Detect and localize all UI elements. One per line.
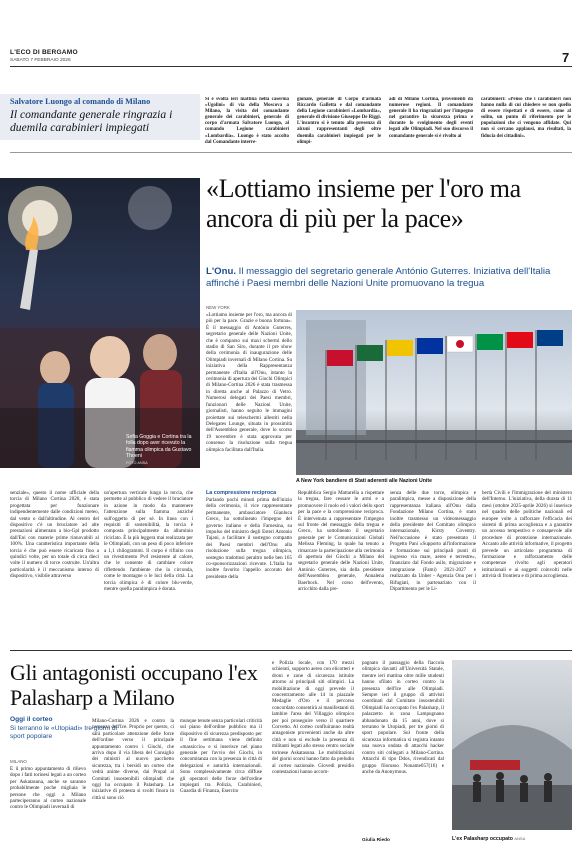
main-subhead	[206, 266, 572, 290]
masthead-paper-name: L'ECO DI BERGAMO	[10, 49, 78, 56]
top-story-col-2: gionale, generale di Corpo d'armata Riccardo Galletta e dal comandante della Legione carabinieri «Lombardia», generale di divisione Giuseppe De Riggi. L'incontro si è tenuto alla presenza di alcuni rappresentanti degli oltre duemila carabinieri impiegati per le olimpi-	[297, 97, 381, 145]
main-lead-col: «Lottiamo insieme per l'oro, ma ancora di più per la pace. Grazie e buona fortuna». È il messaggio di António Guterres, segretario generale delle Nazioni Unite, che è comparso sui maxi schermi dello stadio di San Siro, durante il pre show della cerimonia di inaugurazione delle Olimpiadi invernali di Milano Cortina. Su iniziativa della Rappresentanza permanente d'Italia all'Onu, intanto la cerimonia di apertura dei Giochi Olimpici di Milano-Cortina 2026 è stata trasmessa in diretta anche al Palazzo di Vetro. Numerosi delegati dei Paesi membri, funzionari delle Nazioni Unite, giornalisti, hanno seguito le immagini proiettate sui teleschermi allestiti nella Delegates Lounge, situata in prossimità dell'Assemblea generale, dove lo scorso 19 novembre è stata approvata per consenso la risoluzione sulla tregua olimpica facilitata dall'Italia.	[206, 312, 292, 453]
torch-photo-illustration	[0, 178, 200, 468]
palasharp-photo-caption	[452, 836, 572, 842]
top-story-rule	[10, 152, 572, 153]
bottom-deck: Si terranno le «Utopiadi» tre giorni di sport popolare	[10, 725, 118, 740]
main-body-col-5: senza delle due torce, olimpica e paralimpica, messe a disposizione della rappresentanza italiana all'Onu dalla Fondazione Milano Cortina, è stato inoltre trasmesso un videomessaggio della presidente del Comitato olimpico internazionale, Kirsty Coventry. Nell'occasione è stato presentato il Progetto Pani «Supporto all'informazione e formazione sui principali punti di ingresso via mare, aereo e terrestre», finanziato dal Fondo asilo, migrazione e integrazione (Fami) 2021-2027 e realizzato da Unher - Agenzia Onu per i Rifugiati, in partenariato con il Dipartimento per le Li-	[390, 490, 476, 593]
main-dateline: NEW YORK	[206, 305, 230, 310]
bottom-byline: Giulia Riedo	[362, 838, 390, 843]
top-story-col-1: Si è svolta ieri mattina nella caserma «Ugolini» di via della Moscova a Milano, la visita del comandante generale dei carabinieri, generale di corpo d'armata Salvatore Luongo, al comando Legione carabinieri «Lombardia». Luongo è stato accolto dal Comandante interre-	[205, 97, 289, 145]
bottom-kicker: Oggi il corteo	[10, 716, 53, 723]
palasharp-caption-credit: ANSA	[514, 836, 526, 841]
main-body-col-1: senziale», questo il nome ufficiale della torcia di Milano Cortina 2026, è stata progettata per funzionare indipendentemente dalle condizioni meteo, dal vento o dall'altitudine. Al centro del dispositivo c'è un bruciatore ad alte prestazioni alimentato a bio-Gpl prodotto dall'Eni con materie prime rinnovabili al 100%. Una caratteristica importante della torcia è che può essere ricaricata fino a quindici volte, per un totale di circa dieci volte il numero di torce costruite. Un'altra particolarità è il meccanismo interno di dispositivo, visibile attraverso	[10, 490, 99, 580]
bottom-col-3: munque tenute senza particolari criticità sul piano dell'ordine pubblico ma il dispositivo di sicurezza predisposto per il fine settimana viene definito «massiccio» e si inserisce nel piano generale per l'avvio dei Giochi, in concomitanza con la presenza in città di delegazioni e autorità internazionali. Sono complessivamente circa diffuse gli operatori delle forze dell'ordine impiegati tra Polizia, Carabinieri, Guardia di Finanza, Esercito	[180, 718, 262, 795]
masthead-date: SABATO 7 FEBBRAIO 2026	[10, 58, 71, 63]
main-body-col-3	[206, 490, 292, 616]
main-body-col-2: un'apertura verticale lungo la torcia, che permette al pubblico di vedere il bruciatore in azione in modo da mantenere l'attenzione sulla fiamma anziché sull'oggetto di per sé. In linea con i requisiti di sostenibilità, la torcia è composta principalmente da alluminio riciclato. È la più leggera mai realizzata per le Olimpiadi, con un peso di poco inferiore a 1,1 chilogrammi. Il corpo è rifinito con un rivestimento Pvd resistente al calore, che le consente di cambiare colore riflettendo l'ambiente che la circonda, come le montagne o le luci della città. La torcia olimpica è di colore blu-verde, mentre quella paralimpica è dorata.	[104, 490, 193, 593]
bottom-col-5: pagnato il passaggio della fiaccola olimpica davanti all'Università Statale, mentre ieri mattina oltre mille studenti hanno sfilato in corteo contro la presenza dell'Ice alle Olimpiadi. Sempre ieri il gruppo di attivisti coordinati dal Comitato insostenibili Olimpiadi ha occupato l'ex Palasharp, il palazzetto in zona Lampugnano abbandonato da 15 anni, dove si terranno le Utopiadi, per tre giorni di sport popolare. Sul fronte della sicurezza informatica si registra intanto una nuova ondata di attacchi hacker contro siti collegati a Milano-Cortina. Attacchi di tipo Ddos, rivendicati dal gruppo filorusso Noname057(16) e anche da Anonymous.	[362, 660, 444, 775]
main-body-col-3-subhead: La compressione reciproca	[206, 490, 277, 496]
page-number: 7	[562, 50, 570, 65]
top-story-col-4: carabinieri: «Penso che i carabinieri non hanno nulla di cui chiedere se non quello di essere rispettati e di essere, come al solito, un punto di riferimento per le popolazioni che ci vengono affidate. Qui non si cercano applausi, ma risultati, la fiducia dei cittadini».	[481, 97, 571, 139]
top-story-kicker: Salvatore Luongo al comando di Milano	[10, 97, 151, 106]
torch-photo-credit: FOTO ANSA	[126, 461, 148, 465]
bottom-col-1: È il primo appuntamento di rilievo dopo i fatti torinesi legati a un corteo per Askatasuna, anche se saranno probabilmente poche migliaia le persone che oggi a Milano parteciperanno al corteo nazionale contro le Olimpiadi invernali di	[10, 766, 86, 811]
torch-photo-caption: Sofia Goggia e Cortina tra la folla dopo aver ricevuto la fiamma olimpica da Gustavo Thoeni	[126, 434, 192, 460]
bottom-col-4: e Polizia locale, con 170 mezzi schierati, supporto aereo con elicotteri e droni e zone di sicurezza istituite attorno ai principali siti olimpici. La mobilitazione di oggi prevede il concentramento alle 14 in piazzale Medaglie d'Oro e il percorso concordato consentirà ai manifestanti di lambire l'area del Villaggio olimpico per poi proseguire verso il quartiere Corvetto. Al corteo confluiranno realtà antagoniste provenienti anche da altre città e non si esclude la presenza di militanti legati allo stesso centro sociale torinese Askatasuna. Le mobilitazioni del giorni scorsi hanno fatto da preludio al corteo nazionale. Giovedì presidio contestazioni hanno accom-	[272, 660, 354, 775]
bottom-dateline: MILANO	[10, 759, 27, 764]
main-body-col-3-text: Parlando pochi minuti prima dell'inizio della cerimonia, il vice rappresentante permanente, ambasciatore Gianluca Greco, ha sottolineato l'impegno del governo italiano e della Farnesina, su impulso del ministro degli Esteri Antonio Tajani, a facilitare il sostegno compatto dei Paesi membri dell'Onu alla risoluzione sulla tregua olimpica, sostegno tradottosi peraltro nelle ben 165 co-sponsorizzazioni ricevute. L'Italia ha inoltre favorito l'appello accorato del presidente della	[206, 497, 292, 580]
top-story-headline: Il comandante generale ringrazia i duemila carabinieri impiegati	[10, 108, 173, 134]
main-story-bottom-rule	[10, 650, 572, 651]
bottom-col-2: Milano-Cortina 2026 e contro la presenza dell'Ice. Proprio per questo, ci sarà particolare attenzione delle forze dell'ordine verso il principale appuntamento contro i Giochi, che arriva dopo il via libera del Consiglio dei ministri al nuovo pacchetto sicurezza, tra i bersidi un corteo che vedrà anime diverse, dai Propal ai Comitati insostenibili olimpiadi che oggi ha occupato il Palasharp. Le iniziative di protesta si svolti finora in città si sono ciò	[92, 718, 174, 801]
bottom-headline: Gli antagonisti occupano l'ex Palasharp a Milano	[10, 660, 258, 710]
flags-photo	[296, 310, 572, 475]
main-headline: «Lottiamo insieme per l'oro ma ancora di più per la pace»	[206, 174, 521, 233]
flags-photo-illustration	[296, 310, 572, 475]
flags-photo-caption: A New York bandiere di Stati aderenti alle Nazioni Unite	[296, 478, 432, 484]
torch-photo	[0, 178, 200, 468]
palasharp-caption-text: L'ex Palasharp occupato	[452, 836, 513, 842]
main-subhead-tag: L'Onu.	[206, 266, 236, 277]
main-body-col-4: Repubblica Sergio Mattarella a rispettare la tregua, fare cessare le armi e a promuovere il ruolo ed i valori dello sport per la pace e la comprensione reciproca. È intervenuta a rappresentare l'impegno sul fronte del messaggio della tregua e Greco, ha sottolineato il segretario generale per le Comunicazioni Globali Melissa Fleming, la quale ha tenuto a rimarcare la partecipazione alla cerimonia di apertura dei Giochi a Milano del segretario generale delle Nazioni Unite, António Guterres, sia della presidente dell'Assemblea generale, Annalena Baerbock. Nel corso dell'evento, arricchito dalla pre-	[298, 490, 384, 593]
top-story-col-3: adi di Milano Cortina, provenienti da numerose regioni. Il comandante generale li ha ringraziati per l'impegno nel garantire la sicurezza prima e durante lo svolgimento degli eventi legati alle Olimpiadi. Nel suo discorso il comandante generale si è rivolto ai	[389, 97, 473, 139]
masthead-rule	[10, 66, 572, 67]
palasharp-photo-illustration	[452, 660, 572, 830]
main-body-col-6: bertà Civili e l'Immigrazione del ministero dell'Interno. L'iniziativa, della durata di 11 mesi (ottobre 2025-aprile 2026) si inserisce nel quadro delle politiche nazionali ed europee volte a rafforzare l'efficacia dei sistemi di prima accoglienza e a garantire un accesso tempestivo e consapevole alle procedure di protezione internazionale. Accanto alle attività informative, il progetto prevede un articolato programma di formazione e rafforzamento delle competenze rivolto agli operatori istituzionali e ai soggetti coinvolti nelle attività di frontiera e di prima accoglienza.	[482, 490, 572, 580]
palasharp-photo	[452, 660, 572, 830]
main-subhead-text: Il messaggio del segretario generale António Guterres. Iniziativa dell'Italia affinché i Paesi membri delle Nazioni Unite promuovano la tregua	[206, 266, 551, 289]
